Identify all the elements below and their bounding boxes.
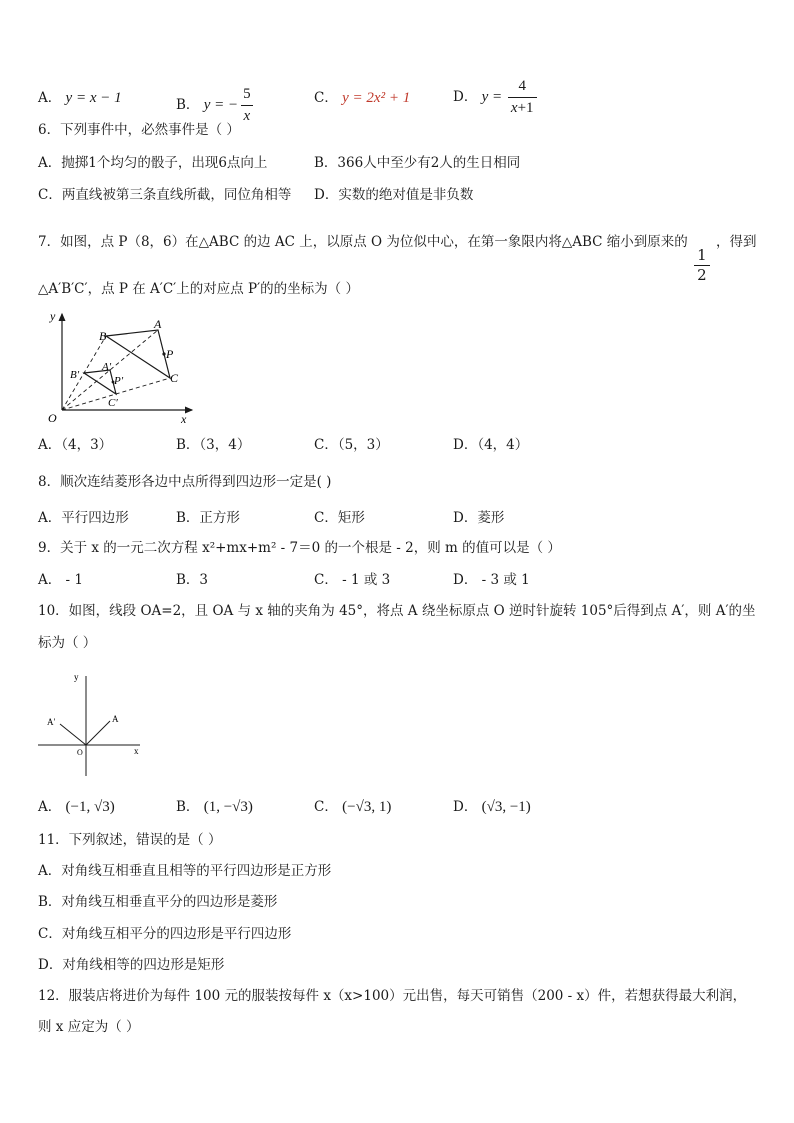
fraction: $\frac{5}{x}$ [240, 86, 254, 125]
q8-option-c: C．矩形 [314, 510, 365, 526]
fraction: $\frac{4}{x+1}$ [508, 78, 537, 117]
q10-label-a2: A′ [47, 717, 56, 727]
q10-option-b [176, 795, 253, 816]
option-label: B． [176, 96, 200, 113]
option-label: D． [453, 799, 478, 815]
q7-label-p: P [166, 347, 174, 361]
q5-option-b-expr: y = − $\frac{5}{x}$ [204, 97, 256, 113]
q7-label-a2: A′ [102, 361, 112, 373]
q7-fraction-den: 2 [694, 265, 710, 283]
q9-stem: 9．关于 x 的一元二次方程 x²+mx+m² - 7＝0 的一个根是 - 2，则 m 的值可以是（ ） [38, 540, 561, 556]
q7-label-o: O [48, 411, 57, 425]
q9-option-b: B．3 [176, 572, 209, 588]
segment-oa2 [60, 724, 86, 745]
q6-option-d: D．实数的绝对值是非负数 [314, 187, 474, 203]
q7-label-b: B [99, 329, 107, 343]
q8-option-b: B．正方形 [176, 510, 240, 526]
q7-figure [40, 306, 200, 426]
q8-option-d: D．菱形 [453, 510, 505, 526]
q7-option-b: B．（3，4） [176, 437, 251, 453]
q5-option-c-expr: y = 2x² + 1 [342, 90, 411, 106]
q7-label-c2: C′ [108, 397, 118, 409]
q6-option-b: B．366人中至少有2人的生日相同 [314, 155, 521, 171]
q11-option-c: C．对角线互相平分的四边形是平行四边形 [38, 926, 292, 942]
q7-stem-line1 [38, 236, 756, 283]
triangle-abc [106, 330, 170, 378]
option-label: A． [38, 90, 62, 106]
q6-option-c: C．两直线被第三条直线所截，同位角相等 [38, 187, 292, 203]
q10-option-d-expr: (√3, −1) [481, 799, 531, 815]
q7-fraction-num: 1 [697, 246, 707, 264]
q6-option-a: A．抛掷1个均匀的骰子，出现6点向上 [38, 155, 268, 171]
q11-option-b: B．对角线互相垂直平分的四边形是菱形 [38, 894, 278, 910]
q8-stem: 8．顺次连结菱形各边中点所得到四边形一定是( ) [38, 474, 332, 490]
q10-label-o: O [77, 748, 83, 757]
q7-option-a: A．（4，3） [38, 437, 113, 453]
q5-option-d [453, 78, 539, 117]
q5-option-d-expr: y = $\frac{4}{x+1}$ [482, 89, 539, 105]
q10-option-d [453, 795, 531, 816]
q10-stem-line1: 10．如图，线段 OA=2，且 OA 与 x 轴的夹角为 45°，将点 A 绕坐标原点 O 逆时针旋转 105°后得到点 A′，则 A′的坐 [38, 603, 756, 619]
q7-label-p2: P′ [114, 375, 124, 387]
q6-stem: 6．下列事件中，必然事件是（ ） [38, 122, 240, 138]
q8-option-a: A．平行四边形 [38, 510, 129, 526]
q10-label-x: x [134, 746, 139, 756]
q10-option-a-expr: (−1, √3) [65, 799, 115, 815]
q7-fraction [694, 248, 710, 283]
q5-option-b [176, 86, 256, 125]
q10-option-b-expr: (1, −√3) [203, 799, 253, 815]
segment-oa [86, 721, 110, 745]
q9-option-a: A． - 1 [38, 572, 83, 588]
q9-option-d: D． - 3 或 1 [453, 572, 530, 588]
q5-option-a [38, 86, 122, 107]
option-label: D． [453, 88, 478, 105]
q7-option-c: C．（5，3） [314, 437, 389, 453]
q10-label-y: y [74, 672, 79, 682]
q10-label-a: A [112, 714, 119, 724]
option-label: B． [176, 799, 200, 815]
q12-stem-line1: 12．服装店将进价为每件 100 元的服装按每件 x（x>100）元出售，每天可销售（200 - x）件，若想获得最大利润， [38, 988, 747, 1004]
q10-stem-line2: 标为（ ） [38, 635, 97, 651]
option-label: C． [314, 90, 338, 106]
q5-option-c [314, 86, 410, 107]
q7-stem-line2: △A′B′C′，点 P 在 A′C′上的对应点 P′的的坐标为（ ） [38, 281, 359, 297]
q11-option-d: D．对角线相等的四边形是矩形 [38, 957, 225, 973]
q7-option-d: D．（4，4） [453, 437, 529, 453]
q7-label-y: y [50, 309, 56, 323]
q12-stem-line2: 则 x 应定为（ ） [38, 1019, 140, 1035]
q7-stem-part2: ，得到 [715, 234, 757, 250]
q7-label-c: C [170, 371, 179, 385]
q7-label-x: x [181, 412, 187, 426]
triangle-a2b2c2 [84, 370, 116, 394]
option-label: C． [314, 799, 338, 815]
q10-option-c [314, 795, 391, 816]
q5-option-a-expr: y = x − 1 [65, 90, 122, 106]
q11-stem: 11．下列叙述，错误的是（ ） [38, 832, 222, 848]
q11-option-a: A．对角线互相垂直且相等的平行四边形是正方形 [38, 863, 332, 879]
q9-option-c: C． - 1 或 3 [314, 572, 391, 588]
q10-option-a [38, 795, 115, 816]
q7-stem-part1: 7．如图，点 P（8，6）在△ABC 的边 AC 上，以原点 O 为位似中心，在第一象限内将△ABC 缩小到原来的 [38, 234, 688, 250]
q7-label-b2: B′ [70, 369, 80, 381]
q10-figure [36, 666, 148, 782]
q7-label-a: A [154, 317, 162, 331]
q10-option-c-expr: (−√3, 1) [342, 799, 392, 815]
option-label: A． [38, 799, 62, 815]
